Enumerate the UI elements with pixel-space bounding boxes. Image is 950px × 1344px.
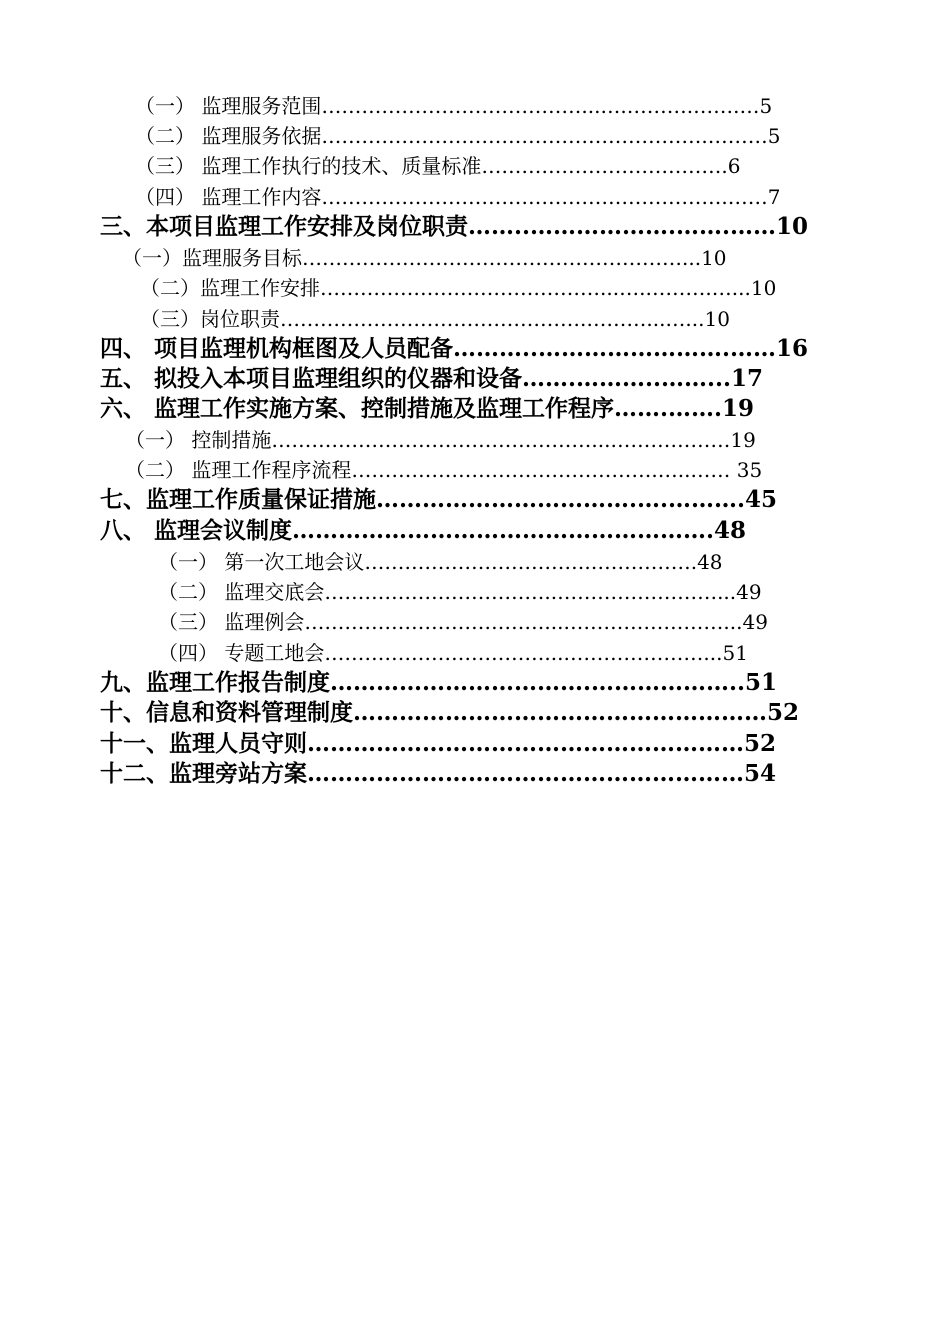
toc-heading: 四、 项目监理机构框图及人员配备………..…………………….……16 bbox=[100, 335, 809, 362]
toc-entry: （三） 监理例会………………………………...……………………...49 bbox=[158, 610, 768, 634]
toc-entry: （四） 专题工地会……………………………...…………………...51 bbox=[158, 641, 748, 665]
toc-entry: （一）监理服务目标…………………………………………………...10 bbox=[122, 246, 727, 270]
toc-entry: （二）监理工作安排……………………………………...….……….…...10 bbox=[140, 276, 777, 300]
toc-heading: 三、本项目监理工作安排及岗位职责……..……………….…….……10 bbox=[100, 213, 809, 240]
toc-entry: （三）岗位职责……………………………………….………...…...10 bbox=[140, 307, 730, 331]
toc-heading: 五、 拟投入本项目监理组织的仪器和设备…….………..……...17 bbox=[100, 365, 764, 392]
toc-entry: （四） 监理工作内容…………………………………………………….……7 bbox=[135, 185, 781, 209]
toc-heading: 九、监理工作报告制度…………………………….………………..51 bbox=[100, 669, 778, 696]
toc-entry: （二） 监理交底会……………………………..……………………...49 bbox=[158, 580, 762, 604]
toc-entry: （一） 控制措施…………………………………………...………………19 bbox=[125, 428, 756, 452]
toc-entry: （一） 监理服务范围…………………………………...….……….…….…5 bbox=[135, 94, 773, 118]
toc-entry: （二） 监理工作程序流程……………………………………….…..…… 35 bbox=[125, 458, 763, 482]
toc-heading: 十二、监理旁站方案…………………………………………………54 bbox=[100, 760, 777, 787]
toc-heading: 七、监理工作质量保证措施…………………………….….……….45 bbox=[100, 486, 778, 513]
toc-heading: 八、 监理会议制度……………………………………………….48 bbox=[100, 517, 747, 544]
toc-entry: （三） 监理工作执行的技术、质量标准……………………………….6 bbox=[135, 154, 741, 178]
toc-heading: 十、信息和资料管理制度………………………………………………52 bbox=[100, 699, 800, 726]
toc-entry: （二） 监理服务依据………………………………………………….………5 bbox=[135, 124, 781, 148]
toc-heading: 六、 监理工作实施方案、控制措施及监理工作程序…….…….19 bbox=[100, 395, 755, 422]
toc-entry: （一） 第一次工地会议…………………………….…………….48 bbox=[158, 550, 723, 574]
toc-heading: 十一、监理人员守则…………………………………………………52 bbox=[100, 730, 777, 757]
